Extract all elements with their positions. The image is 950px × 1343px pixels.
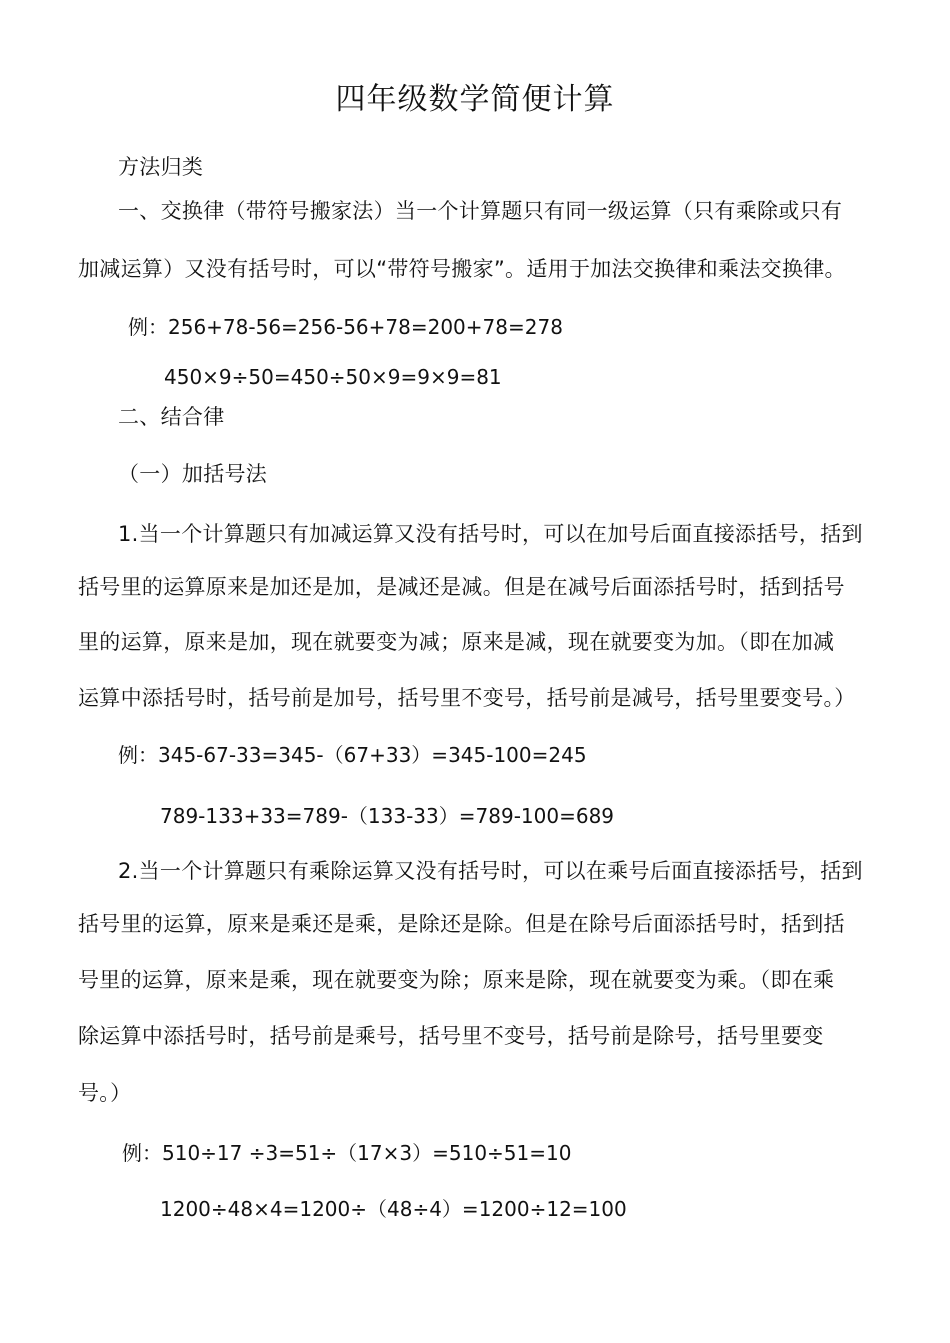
paragraph-line: 除运算中添括号时，括号前是乘号，括号里不变号，括号前是除号，括号里要变 [78, 1024, 824, 1048]
paragraph-line: 2.当一个计算题只有乘除运算又没有括号时，可以在乘号后面直接添括号，括到 [118, 859, 863, 883]
paragraph-line: 里的运算，原来是加，现在就要变为减；原来是减，现在就要变为加。（即在加减 [78, 630, 835, 654]
example-line: 1200÷48×4=1200÷（48÷4）=1200÷12=100 [160, 1197, 627, 1221]
section-heading-methods: 方法归类 [118, 155, 204, 179]
page-title: 四年级数学简便计算 [335, 82, 615, 117]
paragraph-line: 1.当一个计算题只有加减运算又没有括号时，可以在加号后面直接添括号，括到 [118, 522, 863, 546]
subsection-heading: （一）加括号法 [118, 462, 268, 486]
example-line: 789-133+33=789-（133-33）=789-100=689 [160, 804, 615, 828]
paragraph-line: 括号里的运算原来是加还是加，是减还是减。但是在减号后面添括号时，括到括号 [78, 575, 845, 599]
example-line: 450×9÷50=450÷50×9=9×9=81 [164, 365, 502, 389]
paragraph-line: 括号里的运算，原来是乘还是乘，是除还是除。但是在除号后面添括号时，括到括 [78, 912, 845, 936]
section-heading-associative: 二、结合律 [118, 405, 225, 429]
example-line: 例：256+78-56=256-56+78=200+78=278 [128, 315, 563, 339]
paragraph-line: 一、交换律（带符号搬家法）当一个计算题只有同一级运算（只有乘除或只有 [118, 199, 843, 223]
example-line: 例：510÷17 ÷3=51÷（17×3）=510÷51=10 [122, 1141, 572, 1165]
paragraph-line: 加减运算）又没有括号时，可以“带符号搬家”。适用于加法交换律和乘法交换律。 [78, 257, 846, 281]
paragraph-line: 号。） [78, 1081, 132, 1105]
paragraph-line: 运算中添括号时，括号前是加号，括号里不变号，括号前是减号，括号里要变号。） [78, 686, 856, 710]
paragraph-line: 号里的运算，原来是乘，现在就要变为除；原来是除，现在就要变为乘。（即在乘 [78, 968, 835, 992]
example-line: 例：345-67-33=345-（67+33）=345-100=245 [118, 743, 587, 767]
